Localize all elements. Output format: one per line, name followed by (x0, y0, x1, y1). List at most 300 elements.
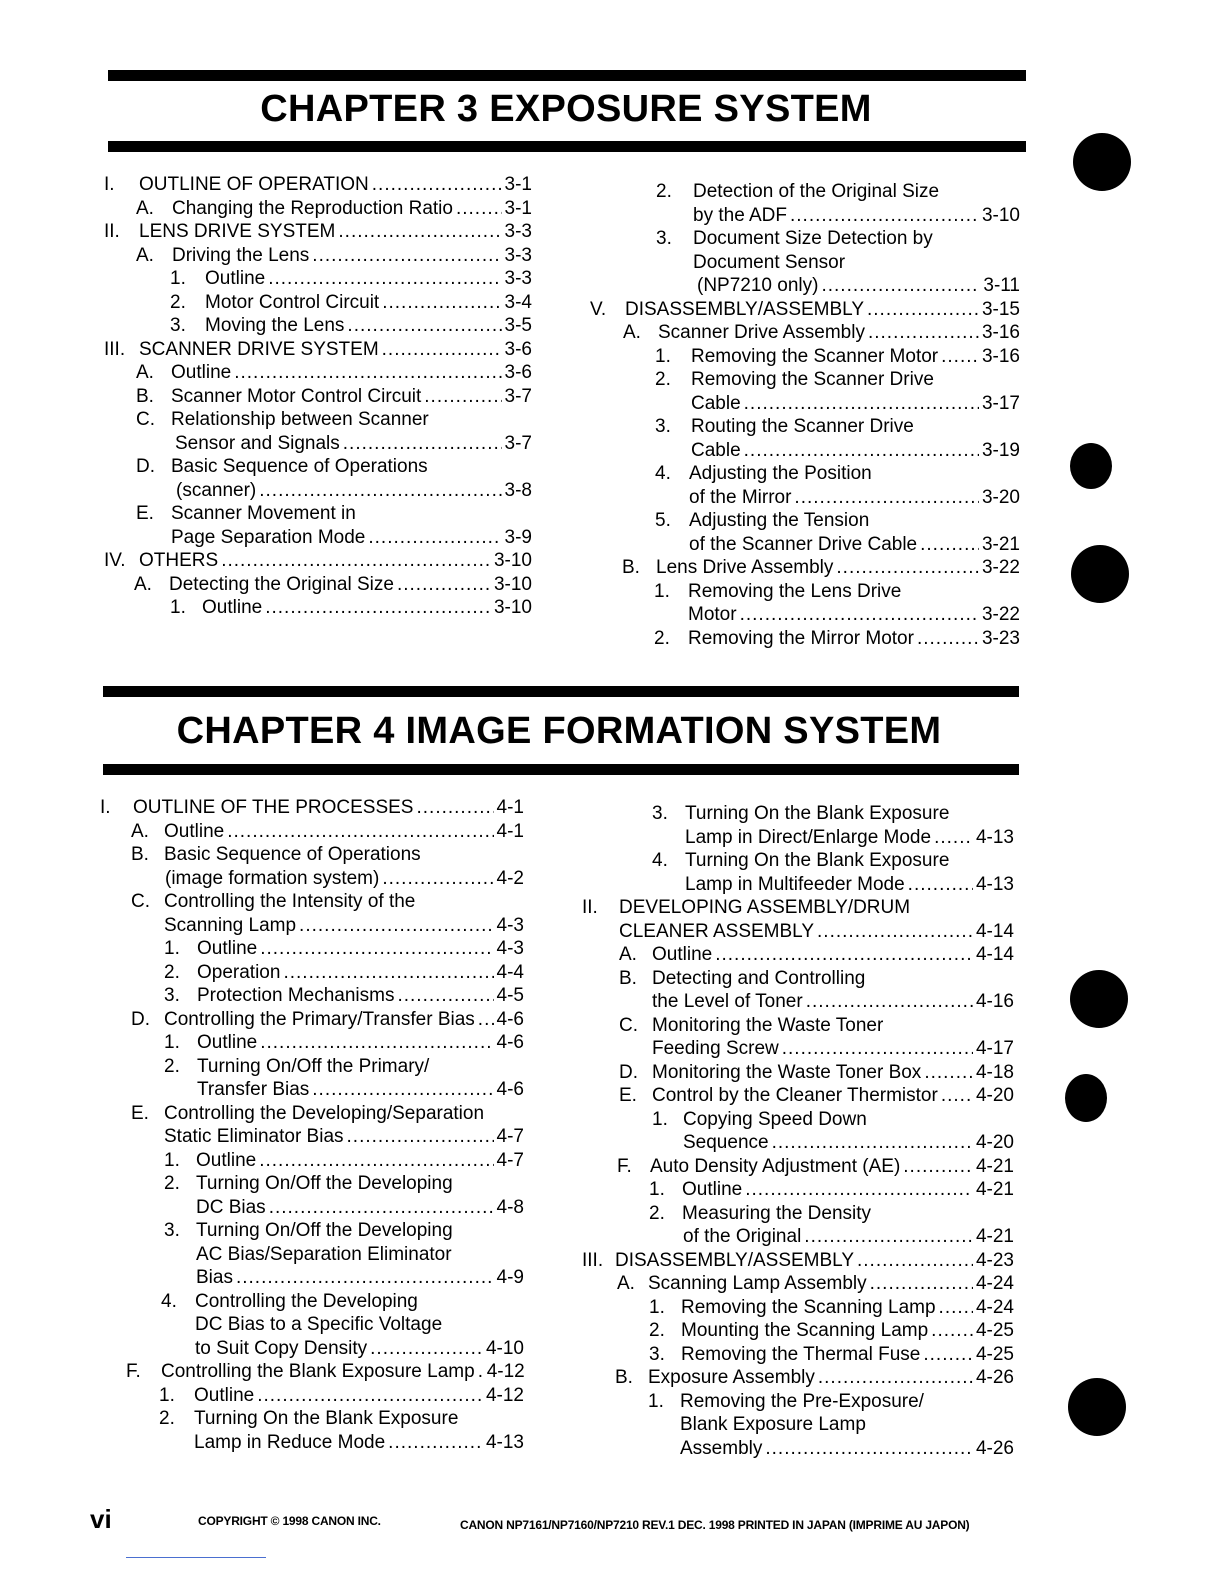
toc-entry-title: Removing the Scanning Lamp (681, 1296, 936, 1318)
toc-entry-title: Sequence (683, 1132, 769, 1153)
toc-entry-page: 3-3 (504, 244, 532, 266)
toc-entry (582, 1037, 1014, 1061)
toc-entry-title: Outline (197, 1032, 258, 1053)
dot-leader (234, 361, 501, 385)
toc-entry-page: 3-10 (493, 550, 532, 571)
toc-entry-number: 5. (655, 510, 671, 531)
toc-entry-title: Scanning Lamp (164, 914, 297, 936)
toc-entry-title: Turning On/Off the Developing (196, 1220, 453, 1241)
toc-entry-title: Cable (691, 392, 741, 414)
toc-entry-page: 4-14 (975, 944, 1014, 965)
toc-entry-title: Scanning Lamp Assembly (648, 1273, 867, 1294)
dot-leader (923, 1343, 973, 1367)
toc-entry-title: Motor Control Circuit (205, 291, 380, 313)
toc-entry-number: A. (134, 573, 152, 595)
toc-entry-title: Blank Exposure Lamp (680, 1414, 866, 1435)
toc-entry-number: E. (136, 503, 154, 524)
toc-entry-page: 4-7 (496, 1149, 524, 1171)
toc-entry-title: Removing the Scanner Drive (691, 369, 934, 390)
dot-leader (744, 439, 979, 463)
toc-entry-title: Exposure Assembly (648, 1367, 815, 1388)
toc-entry-number: B. (619, 967, 637, 989)
toc-entry-title: AC Bias/Separation Eliminator (196, 1243, 452, 1265)
toc-entry-number: C. (619, 1014, 638, 1036)
toc-entry (104, 338, 532, 362)
toc-entry-page: 4-2 (496, 867, 524, 889)
toc-entry-page: 3-16 (981, 345, 1020, 367)
toc-entry-title: Turning On the Blank Exposure (194, 1408, 459, 1429)
toc-entry (590, 274, 1020, 298)
toc-entry (582, 873, 1014, 897)
toc-entry-page: 4-26 (975, 1437, 1014, 1459)
toc-entry-number: 2. (170, 291, 186, 313)
toc-entry-page: 4-4 (496, 961, 524, 983)
toc-entry-number: II. (104, 221, 120, 242)
punch-hole-mark (1070, 443, 1112, 489)
toc-entry-page: 4-12 (485, 1384, 524, 1406)
toc-entry (98, 1196, 524, 1220)
toc-entry (104, 596, 532, 620)
toc-entry-title: CLEANER ASSEMBLY (619, 920, 815, 942)
chapter4-top-rule (103, 686, 1019, 697)
toc-entry (104, 361, 532, 385)
toc-entry (590, 227, 1020, 251)
toc-entry-page: 4-9 (496, 1267, 524, 1288)
toc-entry (98, 1337, 524, 1361)
toc-entry-page: 4-12 (486, 1361, 525, 1382)
toc-entry (582, 920, 1014, 944)
toc-entry-number: B. (615, 1367, 633, 1388)
toc-entry-page: 4-13 (485, 1431, 524, 1453)
toc-entry (98, 984, 524, 1008)
dot-leader (817, 920, 973, 944)
toc-entry-number: 3. (656, 228, 672, 249)
toc-entry (590, 603, 1020, 627)
toc-entry-title: Removing the Thermal Fuse (681, 1343, 921, 1365)
dot-leader (924, 1061, 973, 1085)
toc-entry-title: Removing the Mirror Motor (688, 627, 914, 649)
toc-entry-title: LENS DRIVE SYSTEM (139, 221, 336, 242)
toc-entry (98, 937, 524, 961)
toc-entry-title: OTHERS (139, 550, 219, 571)
toc-entry (98, 1031, 524, 1055)
toc-entry-page: 3-19 (981, 439, 1020, 461)
toc-entry-number: A. (131, 820, 149, 842)
toc-entry (582, 1390, 1014, 1414)
toc-entry (590, 556, 1020, 580)
toc-entry-number: III. (104, 338, 126, 360)
toc-entry-number: E. (131, 1102, 149, 1124)
toc-entry-title: by the ADF (693, 204, 787, 226)
toc-entry-title: Document Sensor (693, 251, 846, 273)
dot-leader (804, 1225, 973, 1249)
dot-leader (868, 321, 979, 345)
toc-entry-number: 1. (170, 597, 186, 618)
toc-entry-number: 3. (164, 985, 180, 1006)
toc-entry-title: Basic Sequence of Operations (171, 456, 428, 477)
toc-entry-title: Scanner Movement in (171, 503, 356, 524)
toc-entry (98, 1078, 524, 1102)
toc-entry-number: 2. (649, 1202, 665, 1224)
dot-leader (744, 392, 979, 416)
footer-model-info: CANON NP7161/NP7160/NP7210 REV.1 DEC. 1998 PRINTED IN JAPAN (IMPRIME AU JAPON) (460, 1518, 970, 1532)
toc-entry-number: I. (104, 174, 115, 195)
chapter3-toc-right (590, 180, 1020, 650)
toc-entry (590, 251, 1020, 275)
toc-entry-title: Outline (196, 1149, 257, 1171)
toc-entry-title: of the Original (683, 1226, 802, 1247)
toc-entry-number: 1. (159, 1384, 175, 1406)
toc-entry (582, 1272, 1014, 1296)
dot-leader (745, 1178, 973, 1202)
toc-entry-title: Removing the Scanner Motor (691, 345, 939, 367)
toc-entry-number: 1. (652, 1108, 668, 1130)
toc-entry-page: 4-21 (975, 1226, 1014, 1247)
toc-entry-page: 4-1 (496, 797, 524, 818)
toc-entry-number: 2. (649, 1320, 665, 1341)
toc-entry-page: 3-3 (504, 268, 532, 289)
toc-entry-page: 4-21 (975, 1155, 1014, 1177)
toc-entry (582, 1202, 1014, 1226)
toc-entry (104, 573, 532, 597)
toc-entry-page: 4-5 (496, 985, 524, 1006)
toc-entry-page: 3-11 (983, 275, 1020, 296)
toc-entry-title: Turning On/Off the Primary/ (197, 1055, 430, 1077)
toc-entry-title: Motor (688, 604, 737, 625)
toc-entry (582, 1249, 1014, 1273)
toc-entry-title: Protection Mechanisms (197, 985, 395, 1006)
toc-entry-number: 2. (656, 181, 672, 202)
toc-entry-page: 4-14 (975, 920, 1014, 942)
dot-leader (397, 573, 491, 597)
toc-entry-page: 4-24 (975, 1296, 1014, 1318)
toc-entry-page: 4-7 (496, 1126, 524, 1147)
toc-entry (104, 197, 532, 221)
toc-entry (98, 867, 524, 891)
toc-entry-page: 4-6 (496, 1079, 524, 1100)
toc-entry-page: 3-10 (493, 573, 532, 595)
chapter3-toc-left (104, 173, 532, 620)
toc-entry-title: Lamp in Multifeeder Mode (685, 873, 905, 895)
toc-entry-number: A. (623, 322, 641, 343)
toc-entry (98, 1290, 524, 1314)
dot-leader (424, 385, 501, 409)
toc-entry-number: V. (590, 298, 607, 320)
chapter3-top-rule (108, 70, 1026, 81)
toc-entry (104, 173, 532, 197)
toc-entry (582, 1366, 1014, 1390)
toc-entry-title: (NP7210 only) (697, 275, 819, 296)
toc-entry-title: Moving the Lens (205, 315, 345, 336)
toc-entry-number: F. (126, 1361, 141, 1382)
dot-leader (269, 1196, 494, 1220)
toc-entry-title: Controlling the Developing (195, 1290, 418, 1312)
dot-leader (259, 1149, 493, 1173)
toc-entry-title: the Level of Toner (652, 991, 803, 1012)
toc-entry-title: Cable (691, 439, 741, 461)
toc-entry-number: 1. (655, 345, 671, 367)
toc-entry-title: Scanner Motor Control Circuit (171, 385, 422, 407)
toc-entry-number: 2. (655, 369, 671, 390)
punch-hole-mark (1071, 545, 1129, 603)
toc-entry-title: Detecting the Original Size (169, 573, 394, 595)
toc-entry-page: 4-1 (496, 820, 524, 842)
toc-entry-title: Controlling the Intensity of the (164, 891, 416, 912)
toc-entry (98, 1407, 524, 1431)
toc-entry-page: 3-8 (504, 479, 532, 501)
dot-leader (221, 549, 491, 573)
toc-entry-title: Removing the Lens Drive (688, 580, 902, 602)
toc-entry-page: 4-20 (975, 1085, 1014, 1106)
toc-entry (98, 1313, 524, 1337)
dot-leader (934, 826, 973, 850)
toc-entry-number: E. (619, 1085, 637, 1106)
footer-page-number: vi (90, 1504, 112, 1534)
toc-entry-page: 4-18 (975, 1061, 1014, 1083)
toc-entry-number: III. (582, 1249, 604, 1271)
toc-entry-number: 4. (652, 850, 668, 871)
dot-leader (299, 914, 493, 938)
dot-leader (782, 1037, 973, 1061)
dot-leader (388, 1431, 483, 1455)
toc-entry-title: Routing the Scanner Drive (691, 416, 914, 437)
toc-entry-number: A. (136, 197, 154, 219)
toc-entry-page: 4-16 (975, 991, 1014, 1012)
toc-entry-title: Controlling the Primary/Transfer Bias (164, 1008, 475, 1030)
toc-entry-number: 2. (164, 961, 180, 983)
toc-entry (98, 843, 524, 867)
toc-entry-page: 4-25 (975, 1320, 1014, 1341)
toc-entry-number: B. (136, 385, 154, 407)
dot-leader (920, 533, 979, 557)
toc-entry-page: 4-17 (975, 1038, 1014, 1059)
dot-leader (259, 479, 501, 503)
toc-entry-title: DC Bias to a Specific Voltage (195, 1314, 443, 1335)
toc-entry (582, 1178, 1014, 1202)
toc-entry-number: IV. (104, 550, 126, 571)
dot-leader (903, 1155, 973, 1179)
dot-leader (941, 1084, 973, 1108)
toc-entry (98, 1102, 524, 1126)
toc-entry-page: 3-22 (981, 604, 1020, 625)
toc-entry (104, 220, 532, 244)
toc-entry (104, 502, 532, 526)
dot-leader (917, 627, 979, 651)
toc-entry-number: D. (131, 1008, 150, 1030)
toc-entry (590, 462, 1020, 486)
toc-entry-title: Outline (164, 820, 225, 842)
dot-leader (283, 961, 493, 985)
toc-entry-page: 3-23 (981, 627, 1020, 649)
chapter4-bottom-rule (103, 764, 1019, 775)
toc-entry (590, 204, 1020, 228)
toc-entry-title: Detecting and Controlling (652, 967, 866, 989)
toc-entry-title: Copying Speed Down (683, 1108, 867, 1130)
toc-entry-title: Basic Sequence of Operations (164, 844, 421, 865)
toc-entry-title: Assembly (680, 1437, 763, 1459)
toc-entry (582, 1319, 1014, 1343)
toc-entry-title: of the Scanner Drive Cable (689, 533, 918, 555)
toc-entry-title: Outline (205, 268, 266, 289)
dot-leader (870, 1272, 973, 1296)
toc-entry-number: 1. (170, 268, 186, 289)
toc-entry (98, 961, 524, 985)
dot-leader (368, 526, 501, 550)
dot-leader (236, 1266, 494, 1290)
toc-entry (582, 1155, 1014, 1179)
toc-entry-title: to Suit Copy Density (195, 1337, 368, 1359)
toc-entry (98, 1172, 524, 1196)
toc-entry-title: Turning On the Blank Exposure (685, 850, 950, 871)
toc-entry-page: 4-13 (975, 873, 1014, 895)
toc-entry-page: 4-3 (496, 938, 524, 959)
toc-entry-title: Mounting the Scanning Lamp (681, 1320, 929, 1341)
toc-entry (98, 1360, 524, 1384)
dot-leader (260, 937, 493, 961)
toc-entry-page: 4-25 (975, 1343, 1014, 1365)
toc-entry-number: A. (136, 362, 154, 383)
toc-entry-title: Auto Density Adjustment (AE) (650, 1155, 901, 1177)
toc-entry-number: 1. (649, 1179, 665, 1200)
toc-entry-page: 3-21 (981, 533, 1020, 555)
toc-entry-number: 1. (654, 580, 670, 602)
toc-entry (98, 1243, 524, 1267)
dot-leader (478, 1008, 494, 1032)
bottom-blue-rule (126, 1557, 266, 1558)
toc-entry (582, 1084, 1014, 1108)
toc-entry-number: B. (622, 557, 640, 578)
toc-entry (590, 439, 1020, 463)
toc-entry-title: Controlling the Developing/Separation (164, 1102, 485, 1124)
punch-hole-mark (1068, 1378, 1126, 1436)
toc-entry-title: Scanner Drive Assembly (658, 322, 865, 343)
chapter3-bottom-rule (108, 141, 1026, 152)
toc-entry (104, 267, 532, 291)
toc-entry-page: 4-24 (975, 1273, 1014, 1294)
dot-leader (265, 596, 491, 620)
toc-entry-number: 2. (164, 1055, 180, 1077)
toc-entry (104, 455, 532, 479)
toc-entry (582, 802, 1014, 826)
dot-leader (867, 298, 979, 322)
toc-entry (104, 385, 532, 409)
dot-leader (227, 820, 493, 844)
toc-entry-number: 4. (161, 1290, 177, 1312)
toc-entry-page: 3-16 (981, 322, 1020, 343)
toc-entry-title: Outline (197, 938, 258, 959)
toc-entry-page: 4-20 (975, 1132, 1014, 1153)
toc-entry-title: DC Bias (196, 1196, 266, 1218)
toc-entry (590, 298, 1020, 322)
toc-entry-title: SCANNER DRIVE SYSTEM (139, 338, 379, 360)
toc-entry-number: F. (617, 1155, 632, 1177)
toc-entry (590, 321, 1020, 345)
toc-entry-number: 3. (649, 1343, 665, 1365)
toc-entry (98, 1219, 524, 1243)
toc-entry (590, 509, 1020, 533)
toc-entry-title: of the Mirror (689, 486, 792, 508)
toc-entry-title: Sensor and Signals (175, 432, 340, 454)
toc-entry-page: 4-21 (975, 1179, 1014, 1200)
toc-entry-title: Control by the Cleaner Thermistor (652, 1085, 938, 1106)
toc-entry (582, 990, 1014, 1014)
toc-entry-page: 4-13 (975, 826, 1014, 848)
toc-entry-number: B. (131, 844, 149, 865)
dot-leader (416, 796, 493, 820)
toc-entry-title: Outline (652, 944, 713, 965)
dot-leader (312, 1078, 493, 1102)
toc-entry-page: 4-10 (485, 1337, 524, 1359)
toc-entry-page: 4-6 (496, 1008, 524, 1030)
dot-leader (908, 873, 973, 897)
toc-entry (582, 896, 1014, 920)
toc-entry-number: A. (617, 1273, 635, 1294)
toc-entry (98, 1149, 524, 1173)
toc-entry-title: Lens Drive Assembly (656, 557, 834, 578)
toc-entry-title: Outline (194, 1384, 255, 1406)
toc-entry (582, 1225, 1014, 1249)
toc-entry-number: 1. (164, 938, 180, 959)
toc-entry (590, 627, 1020, 651)
dot-leader (456, 197, 502, 221)
toc-entry-number: 1. (164, 1149, 180, 1171)
toc-entry-page: 3-7 (504, 385, 532, 407)
toc-entry (590, 580, 1020, 604)
toc-entry-page: 3-17 (981, 392, 1020, 414)
toc-entry (582, 1437, 1014, 1461)
toc-entry-title: Controlling the Blank Exposure Lamp (161, 1361, 475, 1382)
dot-leader (772, 1131, 973, 1155)
dot-leader (372, 173, 502, 197)
dot-leader (765, 1437, 973, 1461)
dot-leader (347, 1125, 494, 1149)
toc-entry (590, 533, 1020, 557)
toc-entry-number: D. (136, 456, 155, 477)
toc-entry-page: 4-8 (496, 1196, 524, 1218)
toc-entry-title: (image formation system) (165, 867, 380, 889)
toc-entry (104, 291, 532, 315)
dot-leader (478, 1360, 484, 1384)
dot-leader (857, 1249, 973, 1273)
toc-entry-page: 3-10 (493, 597, 532, 618)
toc-entry (98, 1266, 524, 1290)
chapter4-toc-left (98, 796, 524, 1454)
toc-entry-title: Changing the Reproduction Ratio (172, 197, 453, 219)
toc-entry-page: 3-15 (981, 298, 1020, 320)
toc-entry-number: 2. (654, 627, 670, 649)
toc-entry-title: Driving the Lens (172, 244, 310, 266)
toc-entry (582, 826, 1014, 850)
toc-entry-title: Removing the Pre-Exposure/ (680, 1390, 924, 1412)
toc-entry (98, 796, 524, 820)
dot-leader (794, 486, 979, 510)
toc-entry-title: OUTLINE OF OPERATION (139, 174, 369, 195)
toc-entry-title: Turning On the Blank Exposure (685, 803, 950, 824)
toc-entry-title: DISASSEMBLY/ASSEMBLY (625, 298, 864, 320)
toc-entry-title: Static Eliminator Bias (164, 1126, 344, 1147)
dot-leader (941, 345, 979, 369)
dot-leader (260, 1031, 493, 1055)
punch-hole-mark (1065, 1074, 1107, 1122)
toc-entry (590, 345, 1020, 369)
toc-entry-title: Outline (202, 597, 263, 618)
toc-entry-title: OUTLINE OF THE PROCESSES (133, 797, 414, 818)
toc-entry-page: 3-10 (981, 204, 1020, 226)
toc-entry-page: 4-26 (975, 1367, 1014, 1388)
footer-copyright: COPYRIGHT © 1998 CANON INC. (198, 1514, 381, 1528)
dot-leader (931, 1319, 973, 1343)
toc-entry-number: 4. (655, 463, 671, 484)
